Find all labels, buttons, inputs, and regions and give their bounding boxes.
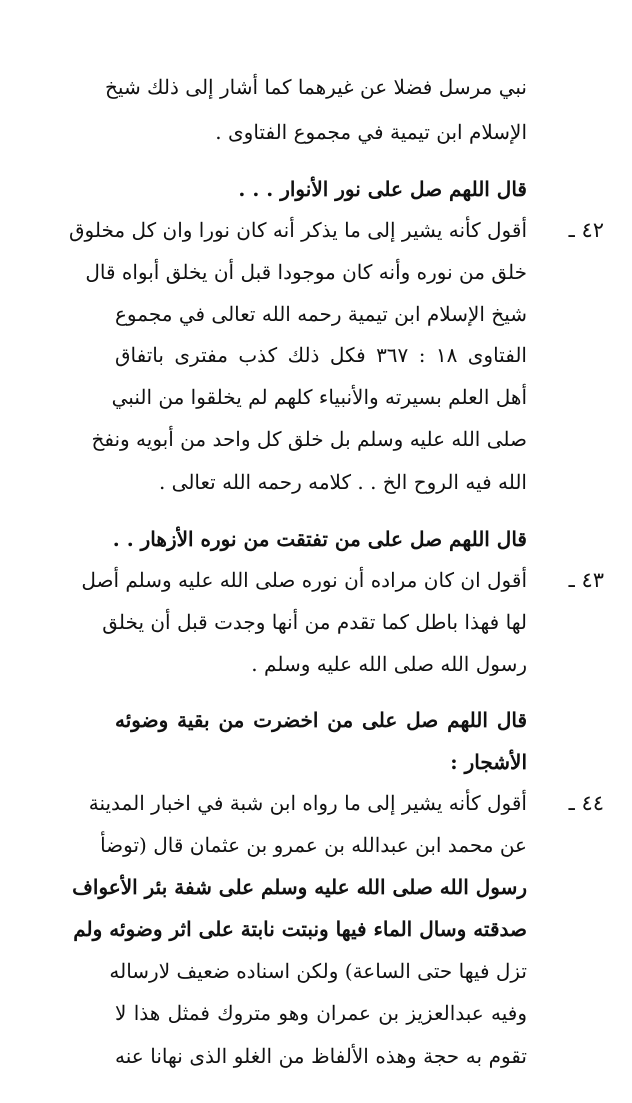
section-42-number: ٤٢ ـ [568, 218, 604, 242]
section-42-line-6: صلى الله عليه وسلم بل خلق كل واحد من أبويه ونفخ [91, 427, 527, 451]
section-43-line-1: أقول ان كان مراده أن نوره صلى الله عليه وسلم أصل [81, 568, 527, 592]
intro-line-2: الإسلام ابن تيمية في مجموع الفتاوى . [215, 120, 527, 144]
section-42-line-1: أقول كأنه يشير إلى ما يذكر أنه كان نورا وان كل مخلوق [69, 218, 527, 242]
section-42-line-2: خلق من نوره وأنه كان موجودا قبل أن يخلق أبواه قال [85, 260, 527, 284]
section-43-line-3: رسول الله صلى الله عليه وسلم . [251, 652, 527, 676]
section-42-line-4: الفتاوى ١٨ : ٣٦٧ فكل ذلك كذب مفترى باتفاق [115, 343, 527, 367]
section-44-line-1: أقول كأنه يشير إلى ما رواه ابن شبة في اخبار المدينة [88, 791, 527, 815]
intro-line-1: نبي مرسل فضلا عن غيرهما كما أشار إلى ذلك شيخ [105, 75, 527, 99]
section-44-number: ٤٤ ـ [568, 791, 604, 815]
section-42-line-7: الله فيه الروح الخ . . كلامه رحمه الله تعالى . [158, 470, 527, 494]
section-44-line-6: وفيه عبدالعزيز بن عمران وهو متروك فمثل هذا لا [115, 1001, 527, 1025]
section-43-number: ٤٣ ـ [568, 568, 604, 592]
section-44-heading-line-2: الأشجار : [450, 750, 527, 774]
section-44-line-2: عن محمد ابن عبدالله بن عمرو بن عثمان قال (توضأ [100, 833, 527, 857]
section-44-heading-line-1: قال اللهم صل على من اخضرت من بقية وضوئه [115, 708, 527, 732]
section-44-line-7: تقوم به حجة وهذه الألفاظ من الغلو الذى نهانا عنه [115, 1044, 527, 1068]
section-42-line-3: شيخ الإسلام ابن تيمية رحمه الله تعالى في مجموع [115, 302, 527, 326]
section-42-line-5: أهل العلم بسيرته والأنبياء كلهم لم يخلقوا من النبي [111, 385, 527, 409]
section-44-line-3: رسول الله صلى الله عليه وسلم على شفة بئر الأعواف [72, 875, 527, 899]
section-44-line-4: صدقته وسال الماء فيها ونبتت نابتة على اثر وضوئه ولم [73, 917, 527, 941]
section-44-line-5: تزل فيها حتى الساعة) ولكن اسناده ضعيف لارساله [109, 959, 527, 983]
section-43-line-2: لها فهذا باطل كما تقدم من أنها وجدت قبل أن يخلق [102, 610, 527, 634]
section-42-heading: قال اللهم صل على نور الأنوار . . . [238, 177, 527, 201]
section-43-heading: قال اللهم صل على من تفتقت من نوره الأزهار . . [112, 527, 527, 551]
